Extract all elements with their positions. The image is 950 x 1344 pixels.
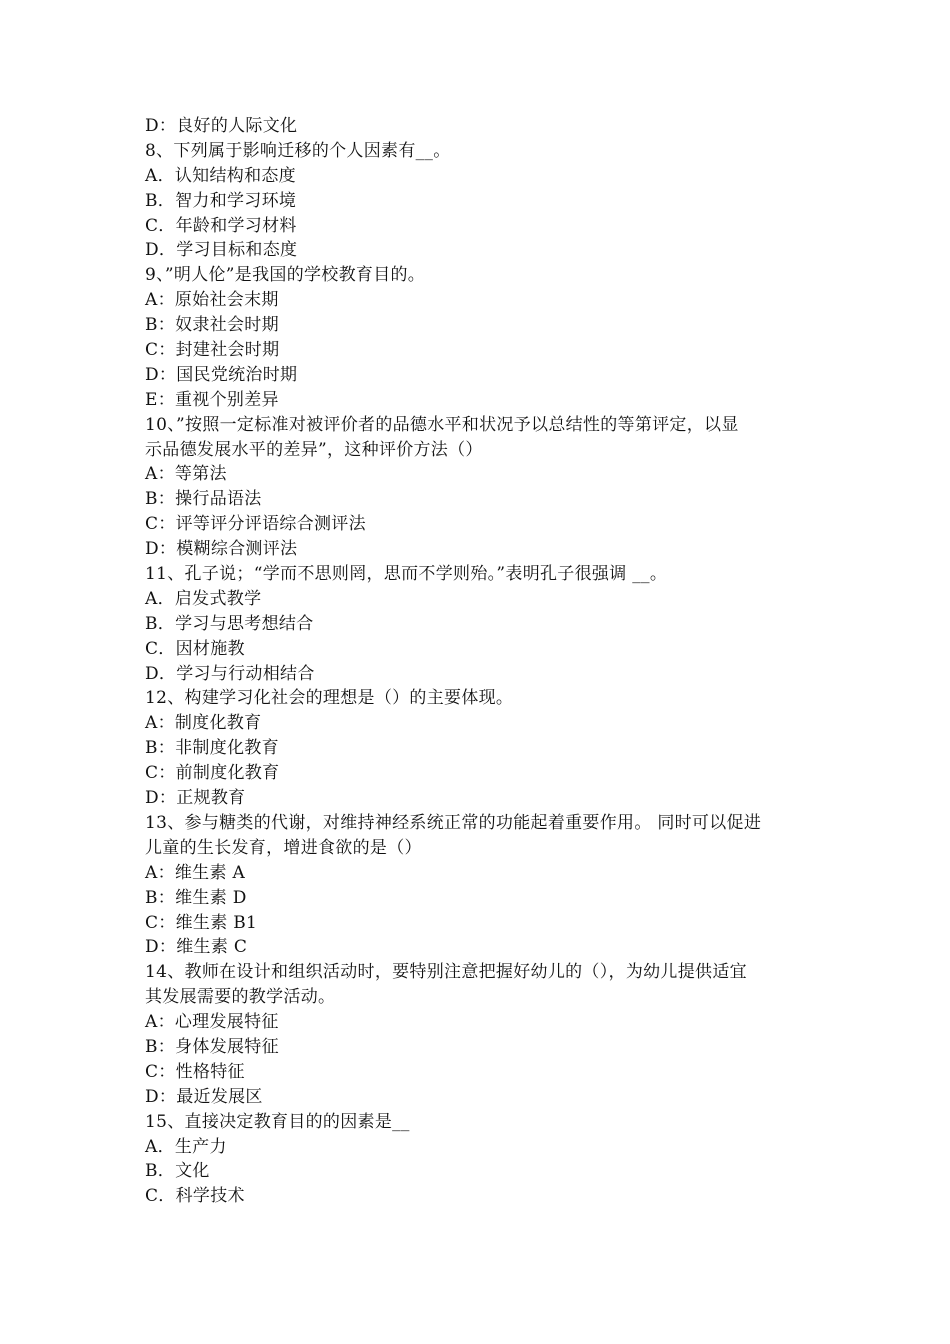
option-line: B．文化 <box>145 1161 210 1182</box>
question-line: 13、参与糖类的代谢，对维持神经系统正常的功能起着重要作用。 同时可以促进 <box>145 812 762 833</box>
question-line: 11、孔子说；“学而不思则罔，思而不学则殆。”表明孔子很强调 __。 <box>145 564 668 585</box>
option-line: D：良好的人际文化 <box>145 116 298 136</box>
option-line: B：身体发展特征 <box>145 1036 279 1057</box>
option-line: A．认知结构和态度 <box>145 165 296 186</box>
option-line: D：最近发展区 <box>145 1086 263 1107</box>
option-line: C：维生素 B1 <box>145 912 258 933</box>
option-line: D：维生素 C <box>145 937 248 958</box>
option-line: D：国民党统治时期 <box>145 364 298 385</box>
option-line: D：模糊综合测评法 <box>145 539 298 560</box>
option-line: B：维生素 D <box>145 887 247 908</box>
option-line: A：制度化教育 <box>145 713 262 734</box>
document-body <box>145 114 810 1209</box>
option-line: B．智力和学习环境 <box>145 190 297 211</box>
question-line: 12、构建学习化社会的理想是（）的主要体现。 <box>145 688 514 709</box>
option-line: C：封建社会时期 <box>145 340 280 361</box>
option-line: D．学习目标和态度 <box>145 240 298 261</box>
option-line: C：评等评分评语综合测评法 <box>145 514 366 535</box>
question-line: 15、直接决定教育目的的因素是__ <box>145 1111 410 1132</box>
option-line: B．学习与思考想结合 <box>145 613 314 634</box>
option-line: B：非制度化教育 <box>145 738 279 759</box>
option-line: A：心理发展特征 <box>145 1012 279 1033</box>
question-line: 14、教师在设计和组织活动时，要特别注意把握好幼儿的（），为幼儿提供适宜 <box>145 962 747 983</box>
option-line: B：奴隶社会时期 <box>145 315 279 336</box>
option-line: C．年龄和学习材料 <box>145 215 297 236</box>
option-line: C：性格特征 <box>145 1061 245 1082</box>
option-line: A．启发式教学 <box>145 588 262 609</box>
option-line: A：原始社会末期 <box>145 290 279 311</box>
question-line: 示品德发展水平的差异”，这种评价方法（） <box>145 439 483 460</box>
option-line: A：维生素 A <box>145 862 246 883</box>
option-line: E：重视个别差异 <box>145 389 279 410</box>
question-line: 8、下列属于影响迁移的个人因素有__。 <box>145 140 451 161</box>
question-line: 9、”明人伦”是我国的学校教育目的。 <box>145 265 426 286</box>
option-line: A：等第法 <box>145 464 227 485</box>
option-line: D．学习与行动相结合 <box>145 663 315 684</box>
option-line: D：正规教育 <box>145 788 246 809</box>
option-line: C：前制度化教育 <box>145 763 280 784</box>
option-line: B：操行品语法 <box>145 489 262 510</box>
option-line: C．科学技术 <box>145 1186 245 1207</box>
option-line: C．因材施教 <box>145 638 245 659</box>
option-line: A．生产力 <box>145 1136 227 1157</box>
question-line: 其发展需要的教学活动。 <box>145 987 336 1008</box>
question-line: 儿童的生长发育，增进食欲的是（） <box>145 837 422 858</box>
question-line: 10、”按照一定标准对被评价者的品德水平和状况予以总结性的等第评定，以显 <box>145 414 739 435</box>
